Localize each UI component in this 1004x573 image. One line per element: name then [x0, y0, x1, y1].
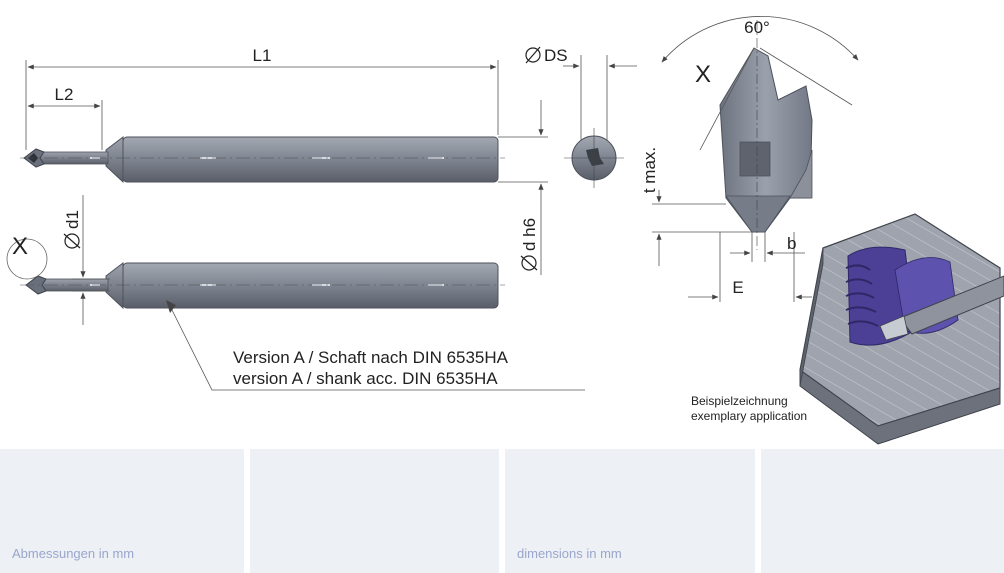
dimensions-note-en: dimensions in mm	[517, 546, 622, 561]
footer-panel-3	[505, 449, 755, 573]
label-dh6: d h6	[520, 217, 539, 251]
example-caption-en: exemplary application	[691, 409, 808, 423]
footer-panel-1	[0, 449, 244, 573]
label-x-side: X	[12, 233, 29, 260]
example-application	[800, 214, 1004, 444]
label-angle: 60°	[744, 18, 770, 37]
label-tmax: t max.	[640, 146, 659, 194]
label-l1: L1	[252, 46, 272, 65]
label-ds-group	[526, 46, 568, 65]
version-note-en: version A / shank acc. DIN 6535HA	[233, 369, 498, 388]
label-e: E	[732, 278, 744, 297]
tool-bottom-view	[7, 239, 505, 308]
label-d1: d1	[63, 210, 82, 229]
footer-panel-2	[250, 449, 499, 573]
tool-top-view	[20, 137, 505, 182]
example-caption-de: Beispielzeichnung	[691, 394, 788, 408]
label-dh6-group	[520, 218, 539, 270]
dimension-lines	[26, 55, 637, 390]
label-d1-group	[63, 210, 82, 248]
version-note-de: Version A / Schaft nach DIN 6535HA	[233, 348, 508, 367]
end-view	[564, 128, 624, 188]
label-l2: L2	[54, 85, 74, 104]
dimensions-note-de: Abmessungen in mm	[12, 546, 135, 561]
detail-x	[720, 20, 812, 250]
label-ds: DS	[544, 46, 568, 65]
label-x-detail: X	[695, 61, 712, 88]
label-b: b	[787, 234, 797, 253]
footer-panel-4	[761, 449, 1004, 573]
